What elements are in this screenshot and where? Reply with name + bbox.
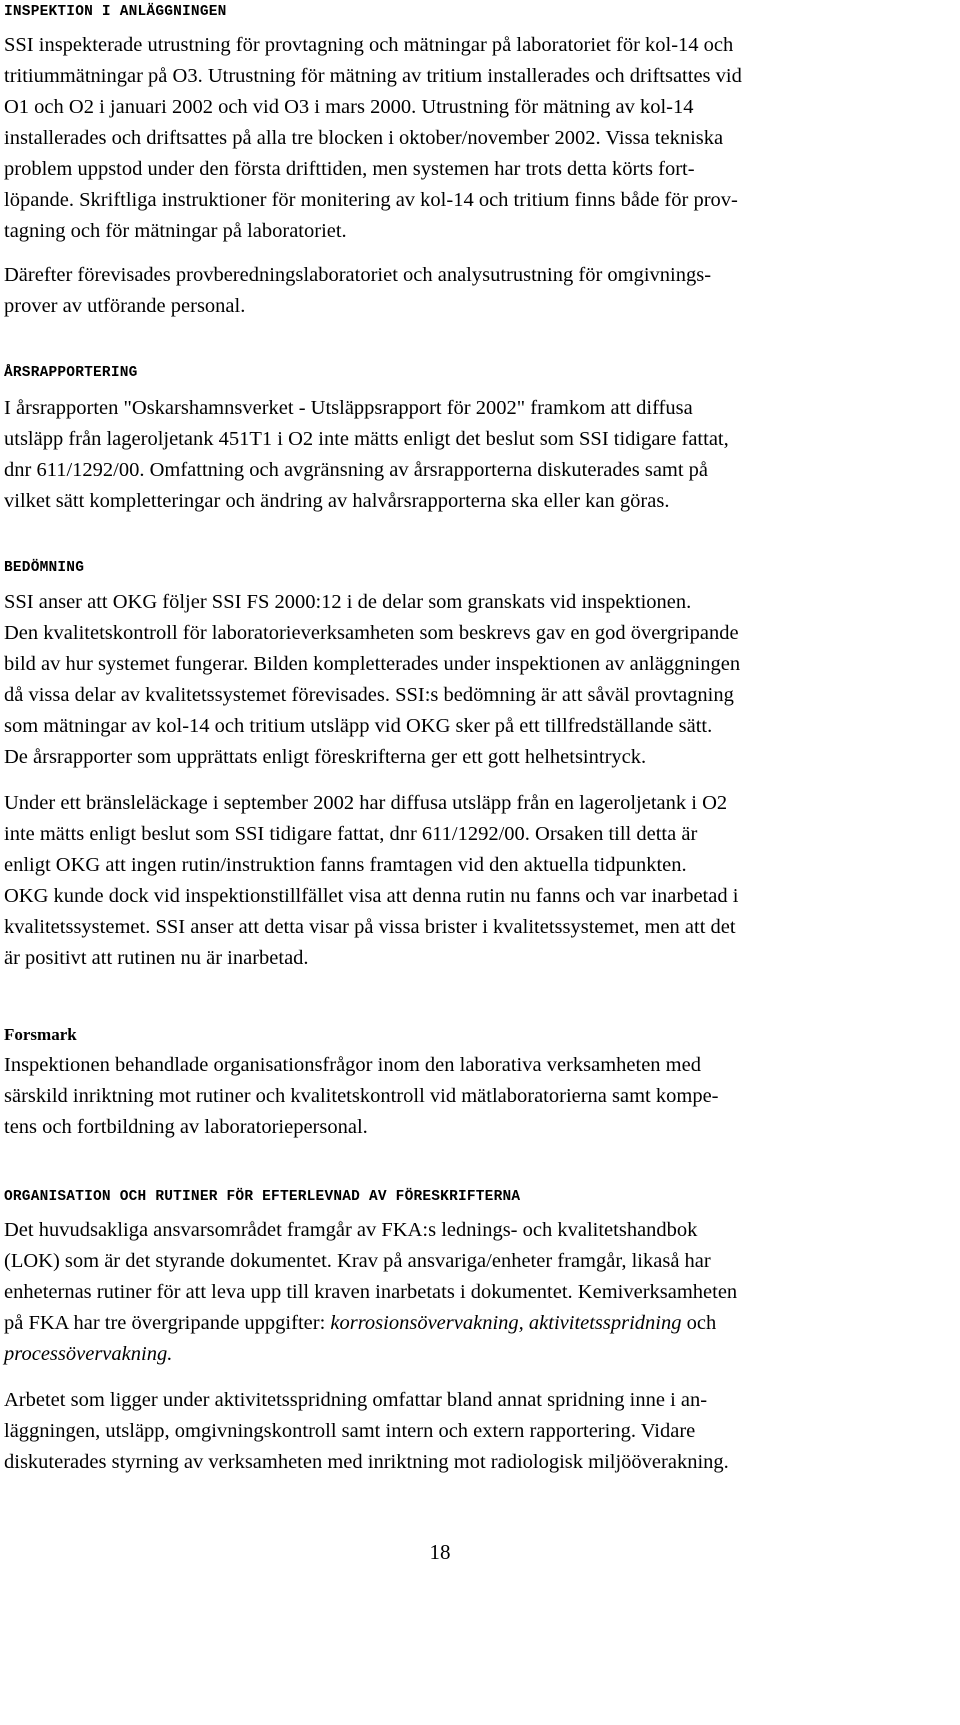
text-line: problem uppstod under den första drifttiden, men systemen har trots detta körts fort- [4,158,695,180]
section-heading-bedomning: BEDÖMNING [4,560,85,576]
text-line: tagning och för mätningar på laboratoriet. [4,220,347,242]
text-line: då vissa delar av kvalitetssystemet förevisades. SSI:s bedömning är att såväl provtagning [4,684,734,706]
text-line: kvalitetssystemet. SSI anser att detta visar på vissa brister i kvalitetssystemet, men att det [4,916,736,938]
text-line: dnr 611/1292/00. Omfattning och avgränsning av årsrapporterna diskuterades samt på [4,459,709,481]
text-line: Det huvudsakliga ansvarsområdet framgår av FKA:s lednings- och kvalitetshandbok [4,1219,698,1241]
paragraph-organisation-1 [4,1215,934,1370]
section-heading-inspektion: INSPEKTION I ANLÄGGNINGEN [4,4,227,20]
text-line [4,1339,934,1370]
text-line: inte mätts enligt beslut som SSI tidigare fattat, dnr 611/1292/00. Orsaken till detta är [4,823,698,845]
text-line: vilket sätt kompletteringar och ändring av halvårsrapporterna ska eller kan göras. [4,490,670,512]
text-line: (LOK) som är det styrande dokumentet. Krav på ansvariga/enheter framgår, likaså har [4,1250,711,1272]
text-line: installerades och driftsattes på alla tre blocken i oktober/november 2002. Vissa tekniska [4,127,724,149]
section-heading-arsrapportering: ÅRSRAPPORTERING [4,365,138,381]
page-number: 18 [429,1540,451,1564]
section-heading-forsmark: Forsmark [4,1025,77,1044]
paragraph-forsmark [4,1050,934,1143]
text-line [4,1308,934,1339]
text-line: bild av hur systemet fungerar. Bilden kompletterades under inspektionen av anläggningen [4,653,741,675]
text-line: prover av utförande personal. [4,295,246,317]
text-line: Den kvalitetskontroll för laboratorieverksamheten som beskrevs gav en god övergripande [4,622,739,644]
text-line: OKG kunde dock vid inspektionstillfället visa att denna rutin nu fanns och var inarbetad i [4,885,739,907]
text-line: är positivt att rutinen nu är inarbetad. [4,947,309,969]
text-line: utsläpp från lageroljetank 451T1 i O2 inte mätts enligt det beslut som SSI tidigare fattat, [4,428,729,450]
text-line: tens och fortbildning av laboratoriepersonal. [4,1116,368,1138]
text-line: O1 och O2 i januari 2002 och vid O3 i mars 2000. Utrustning för mätning av kol-14 [4,96,694,118]
paragraph-inspektion-1 [4,30,934,247]
text-line: tritiummätningar på O3. Utrustning för mätning av tritium installerades och driftsattes vid [4,65,742,87]
text-line: diskuterades styrning av verksamheten med inriktning mot radiologisk miljööverakning. [4,1451,729,1473]
text-run: på FKA har tre övergripande uppgifter: [4,1312,331,1334]
paragraph-organisation-2 [4,1385,934,1478]
italic-text-run: processövervakning. [4,1343,173,1365]
text-line: Arbetet som ligger under aktivitetsspridning omfattar bland annat spridning inne i an- [4,1389,708,1411]
text-line: enheternas rutiner för att leva upp till kraven inarbetats i dokumentet. Kemiverksamheten [4,1281,738,1303]
paragraph-bedomning-2 [4,788,934,974]
text-line: Under ett bränsleläckage i september 2002 har diffusa utsläpp från en lageroljetank i O2 [4,792,728,814]
text-line: särskild inriktning mot rutiner och kvalitetskontroll vid mätlaboratorierna samt kompe- [4,1085,719,1107]
text-run: och [681,1312,717,1334]
text-line: löpande. Skriftliga instruktioner för monitering av kol-14 och tritium finns både för prov- [4,189,738,211]
paragraph-arsrapportering [4,393,934,517]
text-line: läggningen, utsläpp, omgivningskontroll samt intern och extern rapportering. Vidare [4,1420,696,1442]
section-heading-organisation: ORGANISATION OCH RUTINER FÖR EFTERLEVNAD AV FÖRESKRIFTERNA [4,1189,521,1205]
text-line: I årsrapporten "Oskarshamnsverket - Utsläppsrapport för 2002" framkom att diffusa [4,397,693,419]
text-line: De årsrapporter som upprättats enligt föreskrifterna ger ett gott helhetsintryck. [4,746,647,768]
text-line: enligt OKG att ingen rutin/instruktion fanns framtagen vid den aktuella tidpunkten. [4,854,687,876]
italic-text-run: korrosionsövervakning, aktivitetsspridning [330,1312,682,1334]
text-line: Därefter förevisades provberedningslaboratoriet och analysutrustning för omgivnings- [4,264,712,286]
paragraph-inspektion-2 [4,260,934,322]
paragraph-bedomning-1 [4,587,934,773]
text-line: som mätningar av kol-14 och tritium utsläpp vid OKG sker på ett tillfredställande sätt. [4,715,713,737]
text-line: Inspektionen behandlade organisationsfrågor inom den laborativa verksamheten med [4,1054,701,1076]
text-line: SSI anser att OKG följer SSI FS 2000:12 i de delar som granskats vid inspektionen. [4,591,692,613]
text-line: SSI inspekterade utrustning för provtagning och mätningar på laboratoriet för kol-14 och [4,34,734,56]
